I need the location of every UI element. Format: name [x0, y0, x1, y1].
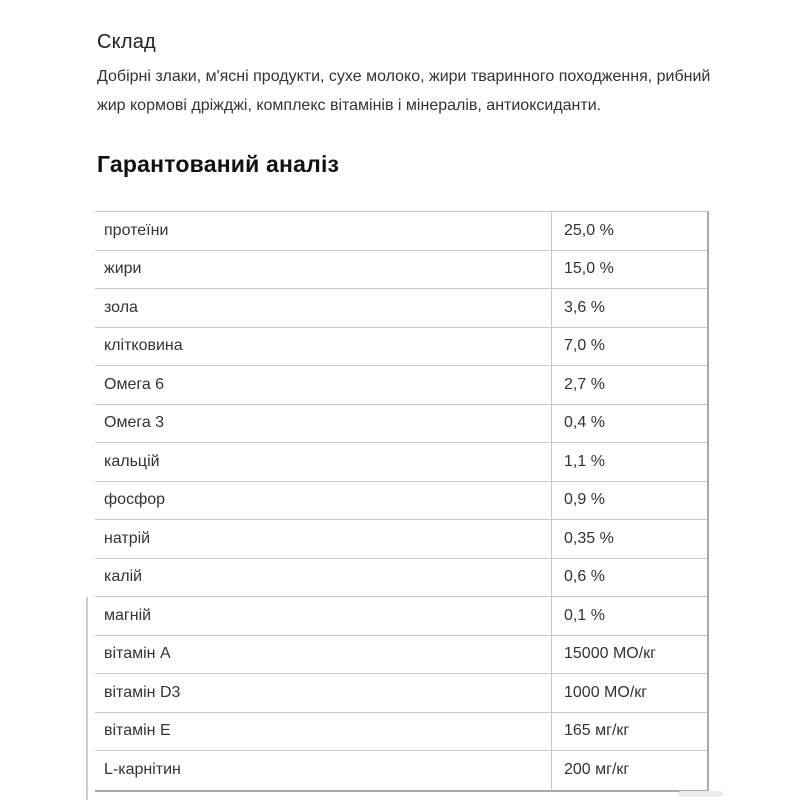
nutrient-value: 200 мг/кг: [551, 751, 707, 790]
table-row: [95, 289, 707, 328]
analysis-table: [95, 211, 709, 792]
nutrient-value: 0,35 %: [551, 520, 707, 558]
nutrient-name: протеїни: [104, 221, 169, 239]
nutrient-value: 165 мг/кг: [551, 713, 707, 751]
nutrient-name: Омега 6: [104, 375, 165, 393]
nutrient-value: 7,0 %: [551, 328, 707, 366]
composition-text: Добірні злаки, м'ясні продукти, сухе молоко, жири тваринного походження, рибний жир кормові дріжджі, комплекс вітамінів і мінералів, антиоксиданти.: [97, 68, 711, 114]
nutrient-value: 1,1 %: [551, 443, 707, 481]
table-row: [95, 751, 707, 790]
table-row: [95, 559, 707, 598]
nutrient-value: 0,4 %: [551, 405, 707, 443]
nutrient-name: зола: [104, 298, 138, 316]
table-row: [95, 328, 707, 367]
table-row: [95, 212, 707, 251]
nutrient-value: 0,9 %: [551, 482, 707, 520]
nutrient-value: 0,1 %: [551, 597, 707, 635]
nutrient-name: фосфор: [104, 491, 166, 509]
table-row: [95, 251, 707, 290]
nutrient-name: магній: [104, 606, 152, 624]
table-row: [95, 405, 707, 444]
table-row: [95, 674, 707, 713]
table-row: [95, 366, 707, 405]
analysis-heading: Гарантований аналіз: [97, 151, 340, 177]
horizontal-scrollbar-thumb[interactable]: [678, 791, 723, 797]
table-row: [95, 482, 707, 521]
table-left-border-artifact: [86, 597, 88, 800]
nutrient-name: жири: [104, 260, 142, 278]
nutrient-value: 0,6 %: [551, 559, 707, 597]
nutrient-name: кальцій: [104, 452, 160, 470]
nutrient-value: 15000 МО/кг: [551, 636, 707, 674]
table-row: [95, 443, 707, 482]
nutrient-name: калій: [104, 568, 143, 586]
composition-heading: Склад: [97, 31, 156, 53]
nutrient-name: Омега 3: [104, 414, 165, 432]
nutrient-name: L-карнітин: [104, 761, 181, 779]
nutrient-value: 2,7 %: [551, 366, 707, 404]
table-row: [95, 636, 707, 675]
table-row: [95, 597, 707, 636]
nutrient-value: 3,6 %: [551, 289, 707, 327]
nutrient-name: вітамін D3: [104, 683, 181, 701]
nutrient-value: 1000 МО/кг: [551, 674, 707, 712]
table-row: [95, 520, 707, 559]
nutrient-name: натрій: [104, 529, 151, 547]
nutrient-name: вітамін А: [104, 645, 171, 663]
table-row: [95, 713, 707, 752]
nutrient-name: вітамін Е: [104, 722, 171, 740]
nutrient-name: клітковина: [104, 337, 183, 355]
nutrient-value: 25,0 %: [551, 212, 707, 250]
analysis-table-body: [95, 212, 707, 790]
nutrient-value: 15,0 %: [551, 251, 707, 289]
